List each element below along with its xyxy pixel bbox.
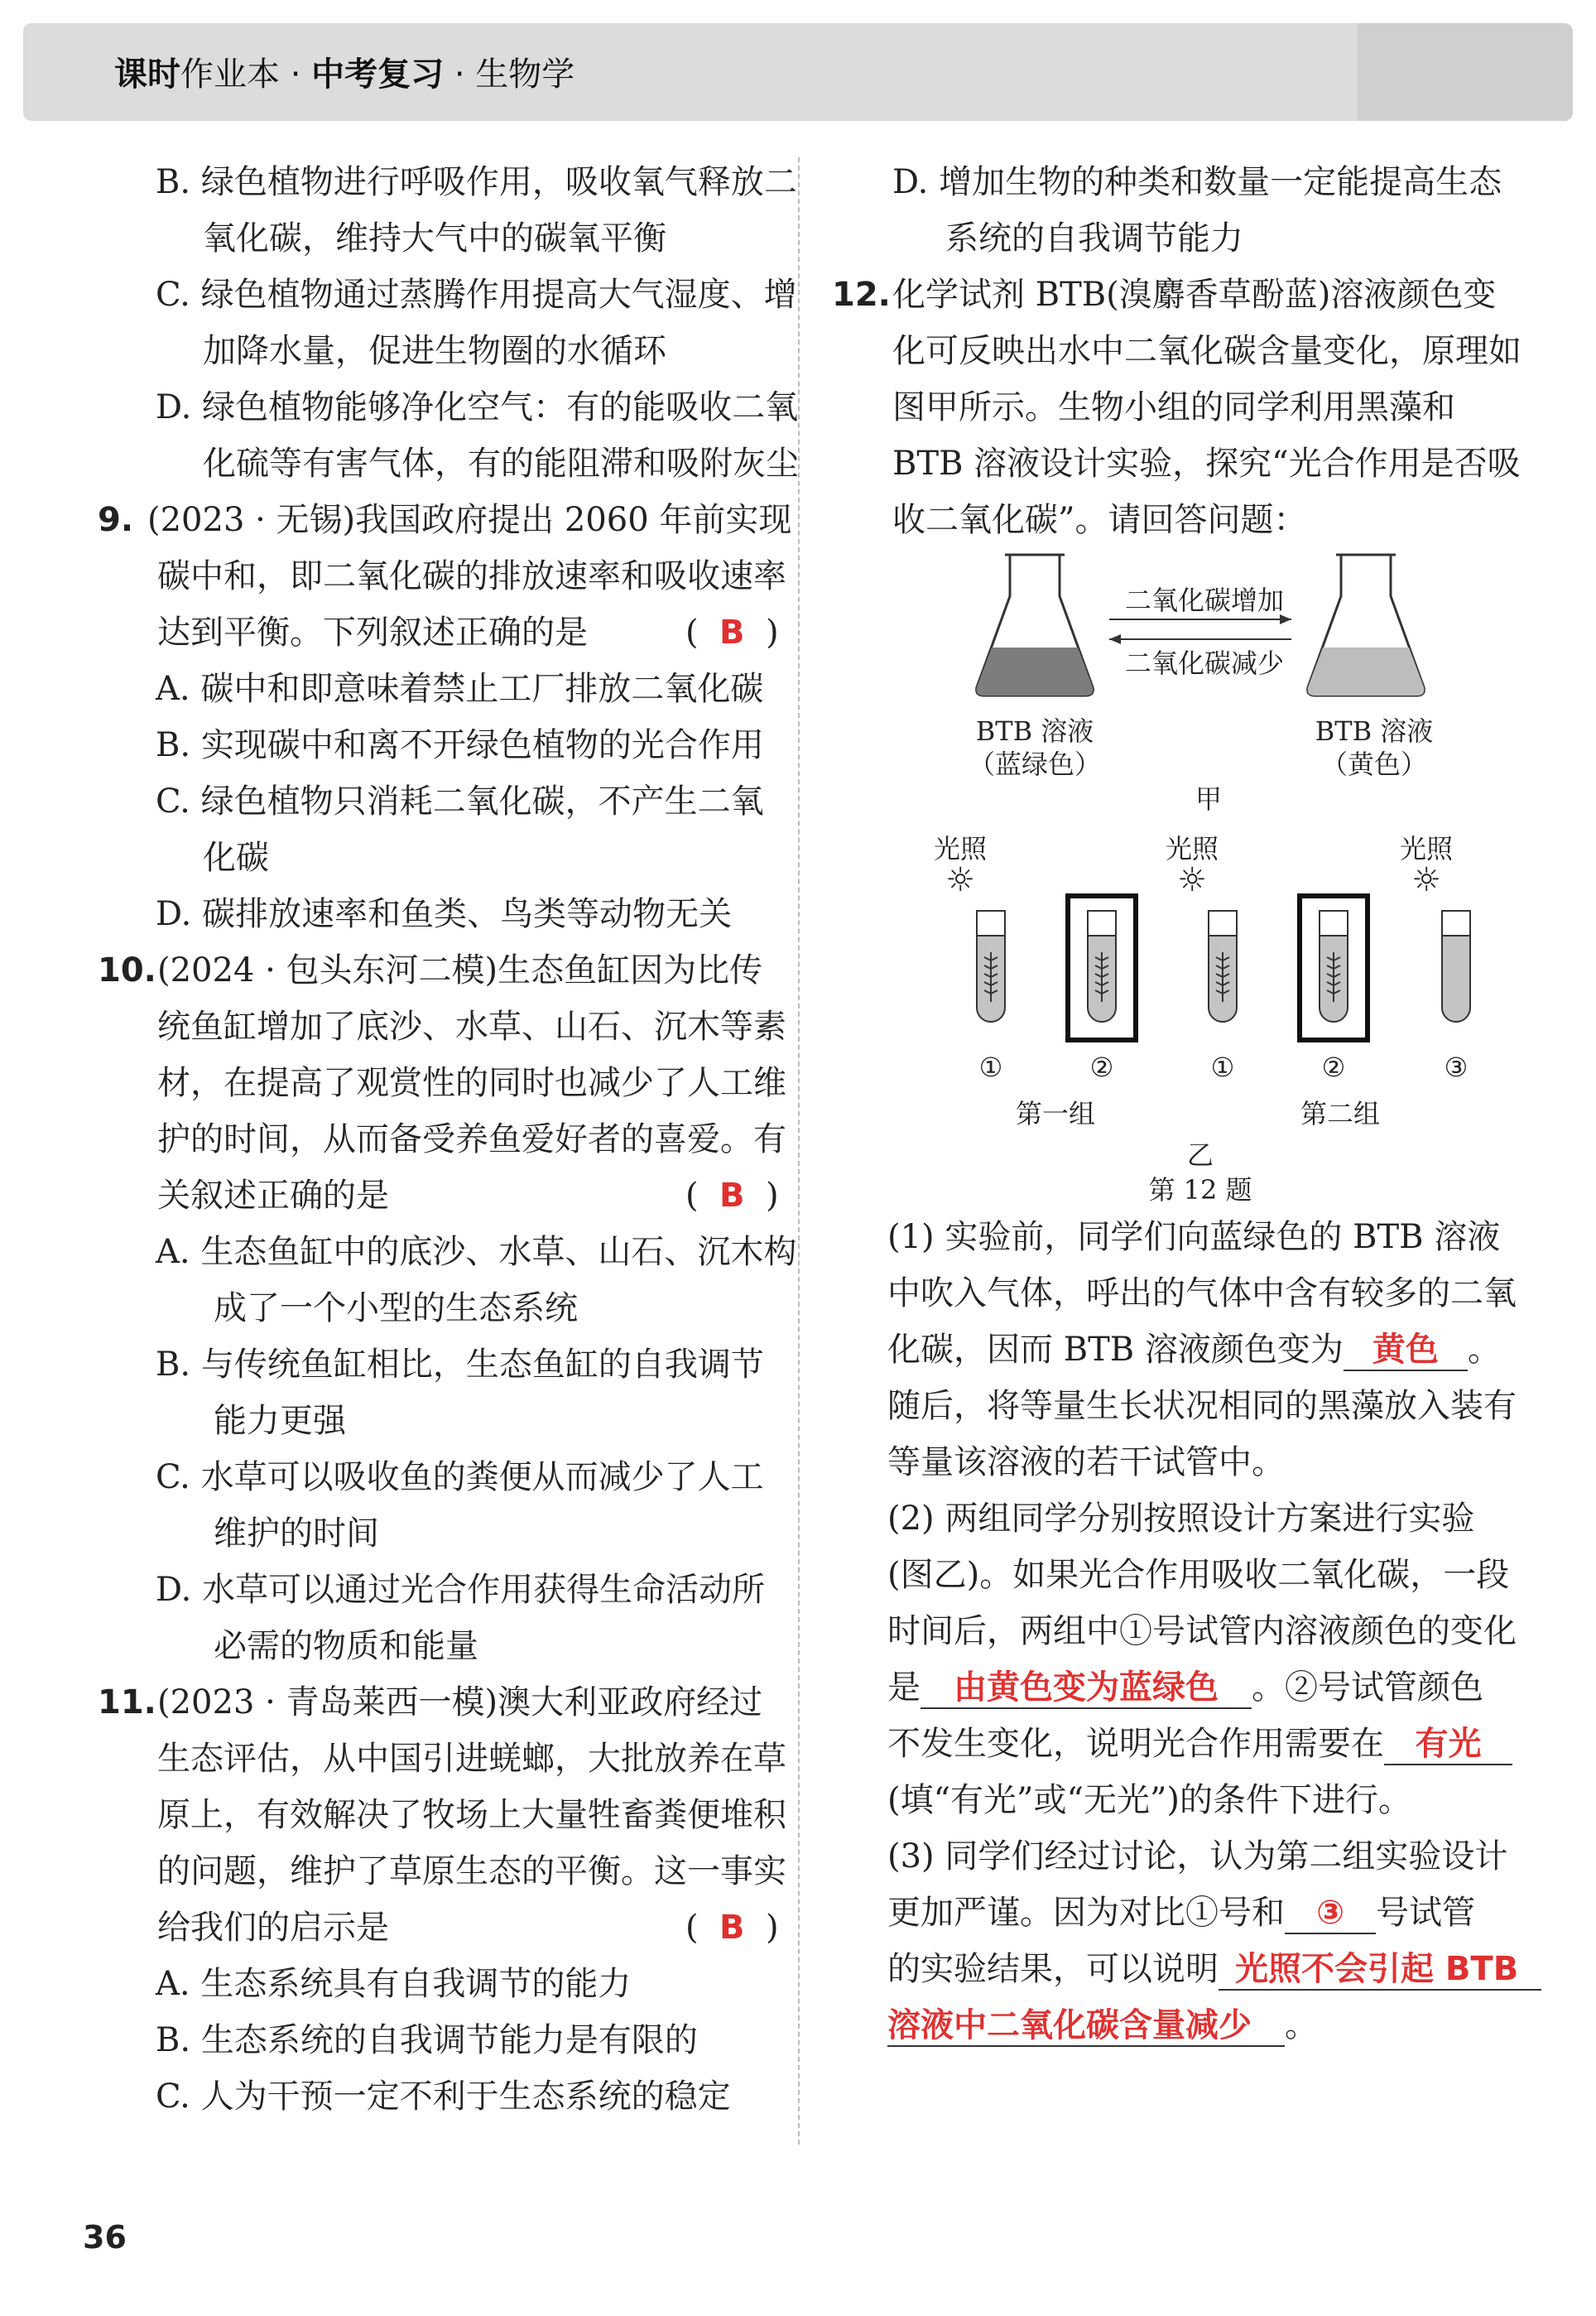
q12-part1-line2: 中吹入气体，呼出的气体中含有较多的二氧	[887, 1274, 1517, 1312]
flask-left-color: （蓝绿色）	[968, 749, 1101, 780]
answer-blank-1: 黄色	[1344, 1330, 1468, 1371]
q9-option-c-cont: 化碳	[203, 839, 269, 877]
q11-option-c: C. 人为干预一定不利于生态系统的稳定	[156, 2078, 731, 2116]
q10-number: 10.	[98, 951, 156, 989]
q12-part2-line6: (填“有光”或“无光”)的条件下进行。	[887, 1781, 1412, 1819]
q9-option-a: A. 碳中和即意味着禁止工厂排放二氧化碳	[156, 670, 764, 708]
q12-stem-5: 收二氧化碳”。请回答问题：	[892, 501, 1307, 539]
q12-stem-4: BTB 溶液设计实验，探究“光合作用是否吸	[892, 445, 1521, 483]
q12-part2-line2: (图乙)。如果光合作用吸收二氧化碳，一段	[887, 1556, 1510, 1594]
answer-blank-4: ③	[1285, 1893, 1376, 1934]
q9-stem-2: 碳中和，即二氧化碳的排放速率和吸收速率	[157, 557, 786, 595]
q9-number: 9.	[98, 501, 134, 539]
q10-stem-3: 材，在提高了观赏性的同时也减少了人工维	[157, 1064, 786, 1102]
q10-stem-2: 统鱼缸增加了底沙、水草、山石、沉木等素	[157, 1008, 786, 1046]
light-label-1: 光照	[933, 833, 987, 864]
flask-left-label: BTB 溶液	[975, 715, 1094, 747]
q10-option-a: A. 生态鱼缸中的底沙、水草、山石、沉木构	[156, 1233, 797, 1271]
q12-part2-line3: 时间后，两组中①号试管内溶液颜色的变化	[887, 1612, 1517, 1650]
q10-option-b-cont: 能力更强	[214, 1402, 346, 1440]
flask-right	[1308, 555, 1425, 696]
figure-jia-flasks	[960, 546, 1457, 712]
q11-number: 11.	[98, 1683, 156, 1721]
answer-blank-2: 由黄色变为蓝绿色	[921, 1668, 1252, 1709]
q12-part1-line3: 化碳，因而 BTB 溶液颜色变为 黄色 。	[887, 1330, 1501, 1371]
book-title: 课时作业本 · 中考复习 · 生物学	[114, 55, 575, 94]
q12-stem-3: 图甲所示。生物小组的同学利用黑藻和	[892, 388, 1455, 426]
page-number: 36	[83, 2219, 127, 2256]
q12-part3-line4: 溶液中二氧化碳含量减少 。	[887, 2005, 1318, 2047]
q9-option-c: C. 绿色植物只消耗二氧化碳，不产生二氧	[156, 782, 764, 821]
q10-option-d-cont: 必需的物质和能量	[214, 1627, 478, 1665]
light-label-2: 光照	[1165, 833, 1219, 864]
q12-part1-line1: (1) 实验前，同学们向蓝绿色的 BTB 溶液	[887, 1218, 1501, 1256]
figure-jia-label: 甲	[1195, 783, 1222, 815]
q8-option-d-cont: 化硫等有害气体，有的能阻滞和吸附灰尘	[203, 445, 799, 483]
tube-group2-1	[1209, 911, 1237, 1022]
q10-stem-1: (2024 · 包头东河二模)生态鱼缸因为比传	[157, 951, 763, 989]
q10-option-d: D. 水草可以通过光合作用获得生命活动所	[156, 1571, 766, 1609]
flask-right-color: （黄色）	[1320, 749, 1427, 780]
q12-part2-line4: 是 由黄色变为蓝绿色 。②号试管颜色	[887, 1668, 1483, 1709]
group2-label: 第二组	[1300, 1098, 1380, 1129]
q12-stem-2: 化可反映出水中二氧化碳含量变化，原理如	[892, 332, 1521, 370]
q9-option-d: D. 碳排放速率和鱼类、鸟类等动物无关	[156, 895, 733, 933]
light-label-3: 光照	[1399, 833, 1453, 864]
q11-option-d: D. 增加生物的种类和数量一定能提高生态	[892, 163, 1502, 201]
sun-icon: ☼	[945, 861, 975, 899]
sun-icon: ☼	[1177, 861, 1207, 899]
group1-label: 第一组	[1015, 1098, 1095, 1129]
q12-part3-line1: (3) 同学们经过讨论，认为第二组实验设计	[887, 1837, 1508, 1875]
q9-answer: ( B )	[685, 614, 779, 652]
tube-group1-2-covered	[1068, 896, 1136, 1040]
q12-stem-1: 化学试剂 BTB(溴麝香草酚蓝)溶液颜色变	[892, 276, 1497, 314]
q8-option-c-cont: 加降水量，促进生物圈的水循环	[203, 332, 666, 370]
header-decoration-block	[1358, 23, 1573, 121]
q10-option-a-cont: 成了一个小型的生态系统	[214, 1289, 578, 1327]
q12-part2-line5: 不发生变化，说明光合作用需要在 有光	[887, 1724, 1512, 1765]
q10-stem-5: 关叙述正确的是	[157, 1177, 389, 1215]
flask-right-label: BTB 溶液	[1315, 715, 1434, 747]
figure-caption: 第 12 题	[1148, 1174, 1252, 1206]
figure-yi-tubes	[952, 886, 1482, 1052]
tube-group1-1	[977, 911, 1005, 1022]
q9-stem-3: 达到平衡。下列叙述正确的是	[157, 614, 588, 652]
tube-label: ①	[978, 1052, 1003, 1083]
q12-part1-line4: 随后，将等量生长状况相同的黑藻放入装有	[887, 1387, 1517, 1425]
q11-answer: ( B )	[685, 1909, 779, 1947]
tube-label: ②	[1321, 1052, 1346, 1083]
sun-icon: ☼	[1411, 861, 1441, 899]
figure-yi-label: 乙	[1186, 1139, 1214, 1171]
q12-part3-line2: 更加严谨。因为对比①号和 ③ 号试管	[887, 1893, 1475, 1934]
q12-part1-line5: 等量该溶液的若干试管中。	[887, 1443, 1285, 1481]
q11-stem-4: 的问题，维护了草原生态的平衡。这一事实	[157, 1852, 786, 1890]
q12-number: 12.	[832, 276, 891, 314]
answer-blank-3: 有光	[1384, 1724, 1512, 1765]
q11-stem-1: (2023 · 青岛莱西一模)澳大利亚政府经过	[157, 1683, 763, 1721]
tube-label: ①	[1210, 1052, 1235, 1083]
q11-stem-2: 生态评估，从中国引进蜣螂，大批放养在草	[157, 1740, 786, 1778]
q8-option-d: D. 绿色植物能够净化空气：有的能吸收二氧	[156, 388, 799, 426]
q10-stem-4: 护的时间，从而备受养鱼爱好者的喜爱。有	[157, 1120, 786, 1158]
q10-option-b: B. 与传统鱼缸相比，生态鱼缸的自我调节	[156, 1346, 764, 1384]
tube-group2-2-covered	[1300, 896, 1368, 1040]
page-header	[23, 23, 1573, 121]
q9-stem-1: (2023 · 无锡)我国政府提出 2060 年前实现	[147, 501, 792, 539]
q10-option-c: C. 水草可以吸收鱼的粪便从而减少了人工	[156, 1458, 764, 1496]
flask-left	[977, 555, 1094, 696]
answer-blank-5: 光照不会引起 BTB	[1219, 1949, 1541, 1991]
q11-option-b: B. 生态系统的自我调节能力是有限的	[156, 2021, 698, 2059]
arrow-label-decrease: 二氧化碳减少	[1124, 648, 1284, 679]
arrow-label-increase: 二氧化碳增加	[1124, 585, 1284, 616]
q11-option-a: A. 生态系统具有自我调节的能力	[156, 1965, 632, 2003]
q12-part3-line3: 的实验结果，可以说明 光照不会引起 BTB	[887, 1949, 1541, 1991]
reaction-arrows	[1109, 614, 1291, 644]
q11-stem-3: 原上，有效解决了牧场上大量牲畜粪便堆积	[157, 1796, 786, 1834]
q11-option-d-cont: 系统的自我调节能力	[945, 219, 1243, 258]
tube-label: ②	[1089, 1052, 1114, 1083]
tube-group2-3-control	[1442, 911, 1470, 1022]
q9-option-b: B. 实现碳中和离不开绿色植物的光合作用	[156, 726, 764, 764]
q12-part2-line1: (2) 两组同学分别按照设计方案进行实验	[887, 1500, 1475, 1538]
tube-label: ③	[1444, 1052, 1469, 1083]
q8-option-b: B. 绿色植物进行呼吸作用，吸收氧气释放二	[156, 163, 797, 201]
q11-stem-5: 给我们的启示是	[157, 1909, 389, 1947]
answer-blank-5-cont: 溶液中二氧化碳含量减少	[887, 2005, 1285, 2047]
q10-option-c-cont: 维护的时间	[214, 1514, 379, 1553]
q8-option-c: C. 绿色植物通过蒸腾作用提高大气湿度、增	[156, 276, 797, 314]
q10-answer: ( B )	[685, 1177, 779, 1215]
q8-option-b-cont: 氧化碳，维持大气中的碳氧平衡	[203, 219, 666, 258]
